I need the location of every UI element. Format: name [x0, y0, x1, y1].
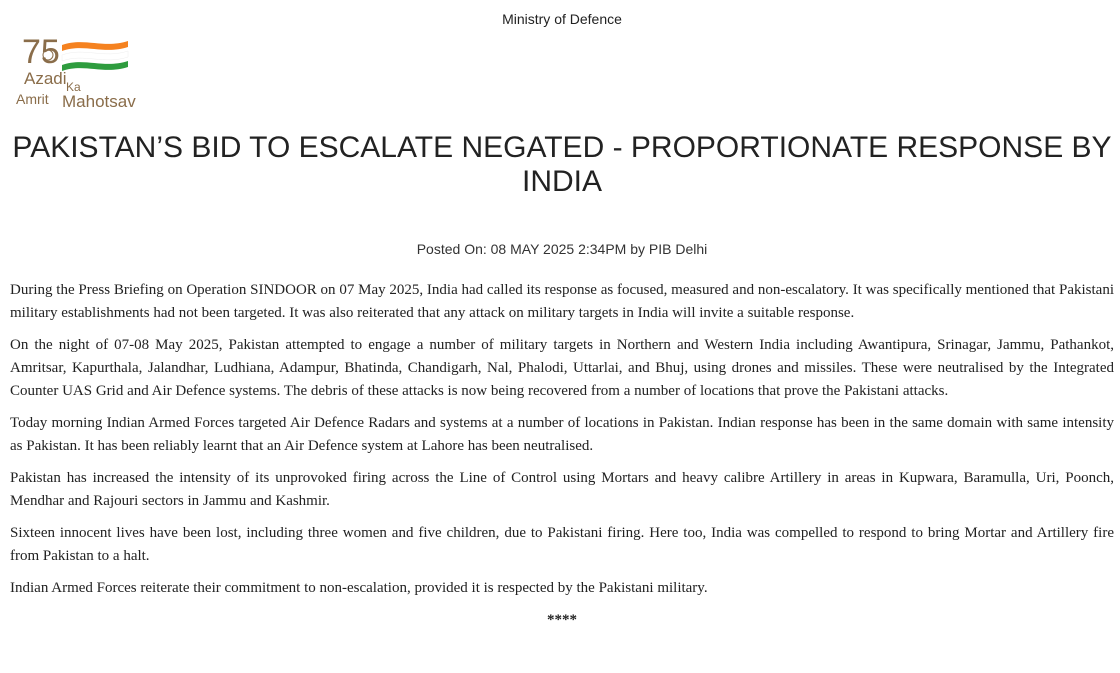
logo-ka-text: Ka	[66, 80, 81, 94]
logo-green-stripe	[62, 61, 128, 71]
paragraph-6: Indian Armed Forces reiterate their commitment to non-escalation, provided it is respected by the Pakistani military.	[10, 580, 708, 596]
paragraph-1: During the Press Briefing on Operation SINDOOR on 07 May 2025, India had called its response as focused, measured and non-escalatory. It was specifically mentioned that Pakistani military establishments had not been targeted. It was also reiterated that any attack on military targets in India will invite a suitable response.	[10, 282, 1114, 321]
end-mark: ****	[547, 612, 577, 628]
logo-mahotsav-text: Mahotsav	[62, 92, 136, 111]
logo-white-stripe	[62, 51, 128, 61]
paragraph-5: Sixteen innocent lives have been lost, including three women and five children, due to Pakistani firing. Here too, India was compelled to respond to bring Mortar and Artillery fire from Pakistan to a halt.	[10, 525, 1114, 564]
paragraph-4: Pakistan has increased the intensity of its unprovoked firing across the Line of Control using Mortars and heavy calibre Artillery in areas in Kupwara, Baramulla, Uri, Poonch, Mendhar and Rajouri sectors in Jammu and Kashmir.	[10, 470, 1114, 509]
logo-graphic	[14, 31, 159, 111]
article-body	[10, 279, 1114, 632]
logo-saffron-stripe	[62, 41, 128, 51]
logo-amrit-text: Amrit	[16, 91, 49, 107]
ministry-name: Ministry of Defence	[502, 11, 622, 27]
paragraph-3: Today morning Indian Armed Forces targeted Air Defence Radars and systems at a number of locations in Pakistan. Indian response has been in the same domain with same intensity as Pakistan. It has been reliably learnt that an Air Defence system at Lahore has been neutralised.	[10, 415, 1114, 454]
logo-azadi-text: Azadi	[24, 69, 67, 88]
page-title: PAKISTAN’S BID TO ESCALATE NEGATED - PROPORTIONATE RESPONSE BY INDIA	[12, 131, 1112, 198]
azadi-ka-amrit-mahotsav-logo	[14, 31, 159, 111]
paragraph-2: On the night of 07-08 May 2025, Pakistan attempted to engage a number of military targets in Northern and Western India including Awantipura, Srinagar, Jammu, Pathankot, Amritsar, Kapurthala, Jalandhar, Ludhiana, Adampur, Bhatinda, Chandigarh, Nal, Phalodi, Uttarlai, and Bhuj, using drones and missiles. These were neutralised by the Integrated Counter UAS Grid and Air Defence systems. The debris of these attacks is now being recovered from a number of locations that prove the Pakistani attacks.	[10, 337, 1114, 399]
posted-on-line: Posted On: 08 MAY 2025 2:34PM by PIB Delhi	[416, 241, 708, 257]
logo-number: 75	[22, 33, 60, 71]
